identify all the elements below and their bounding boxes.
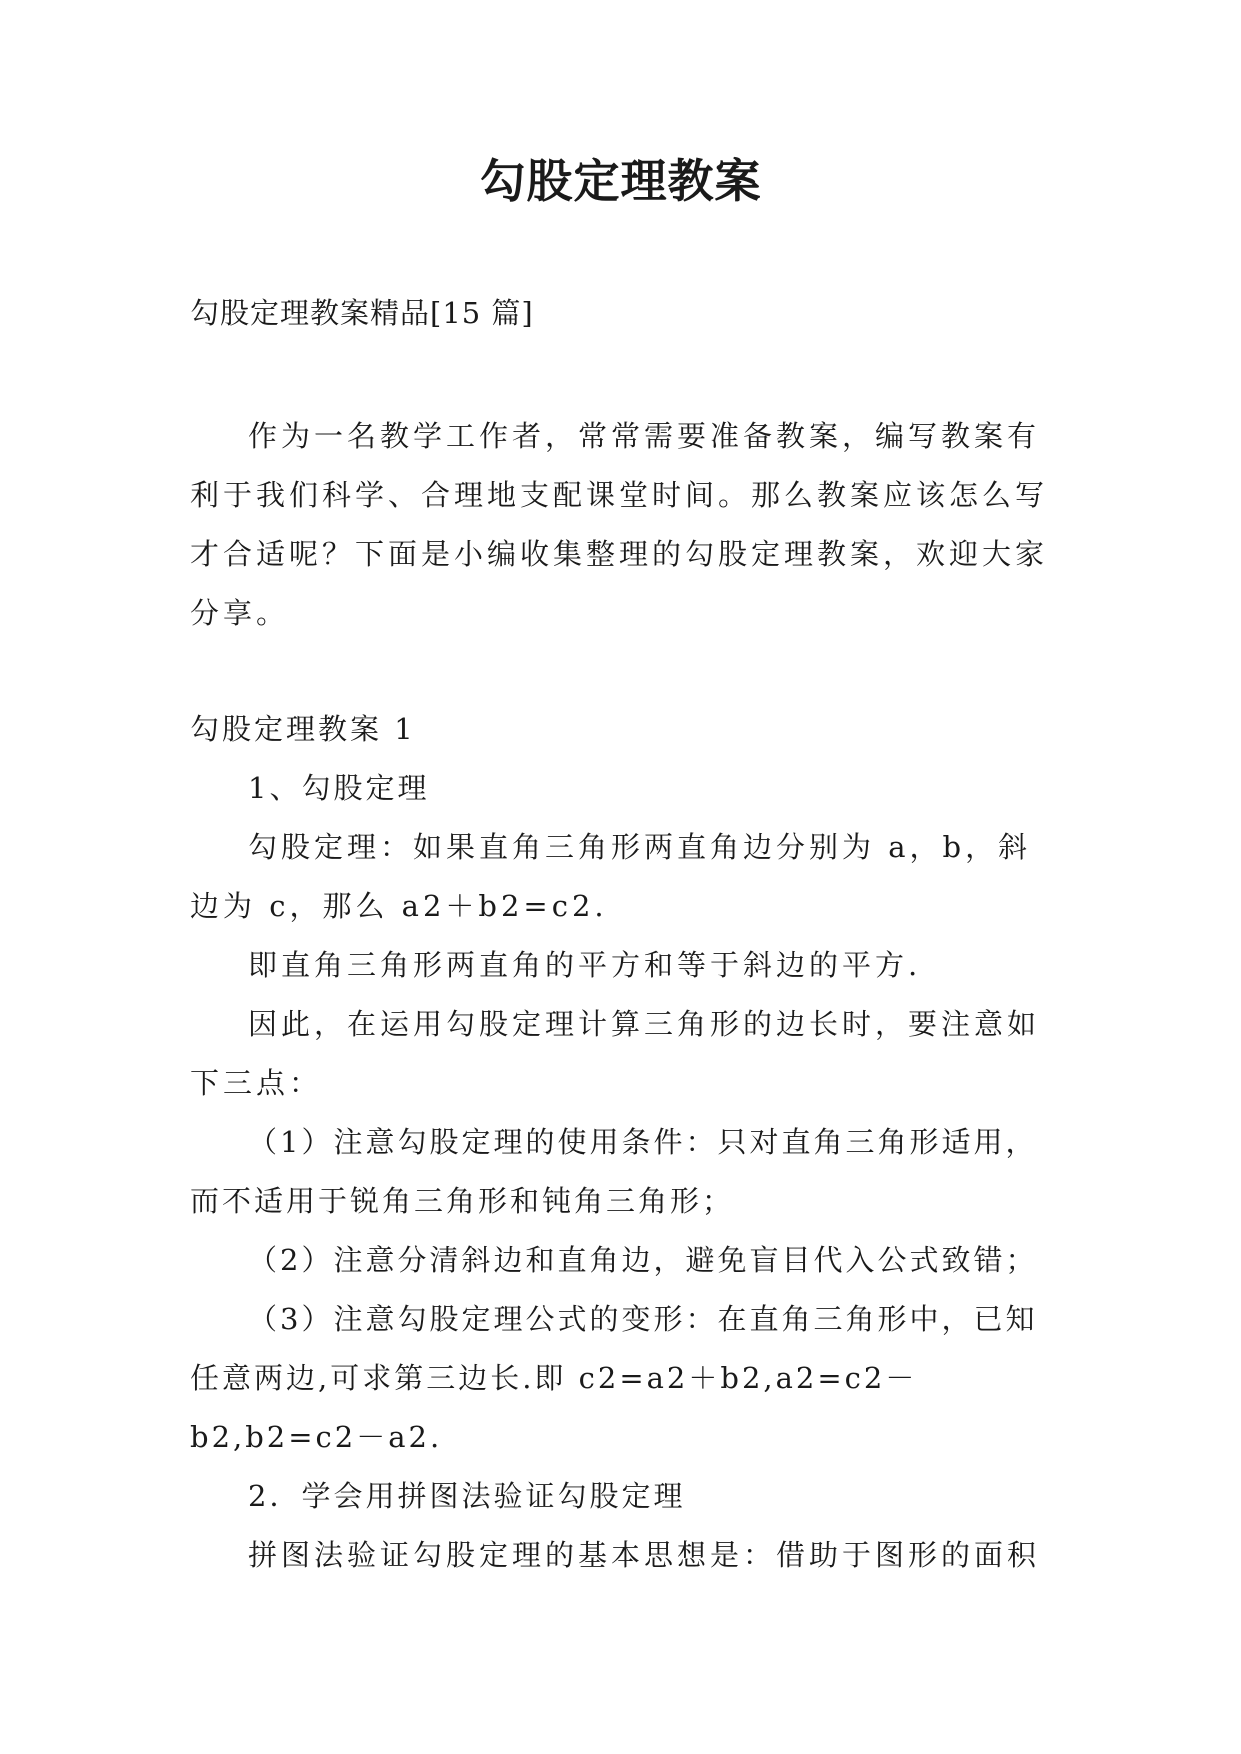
subsection-heading: 2．学会用拼图法验证勾股定理	[248, 1479, 686, 1513]
document-body	[190, 407, 1056, 1585]
document-title: 勾股定理教案	[479, 154, 762, 208]
intro-paragraph: 作为一名教学工作者，常常需要准备教案，编写教案有利于我们科学、合理地支配课堂时间。那么教案应该怎么写才合适呢？下面是小编收集整理的勾股定理教案，欢迎大家分享。	[190, 419, 1049, 630]
list-item: （1）注意勾股定理的使用条件：只对直角三角形适用，而不适用于锐角三角形和钝角三角形；	[190, 1125, 1038, 1218]
list-item: （2）注意分清斜边和直角边，避免盲目代入公式致错；	[248, 1243, 1038, 1277]
body-paragraph: 勾股定理：如果直角三角形两直角边分别为 a，b，斜边为 c，那么 a2＋b2=c2.	[190, 830, 1032, 923]
body-paragraph: 因此，在运用勾股定理计算三角形的边长时，要注意如下三点：	[190, 1007, 1041, 1100]
document-subtitle: 勾股定理教案精品[15 篇]	[190, 296, 534, 330]
section-heading: 勾股定理教案 1	[190, 712, 416, 746]
list-item: （3）注意勾股定理公式的变形：在直角三角形中，已知任意两边,可求第三边长.即 c2=a2＋b2,a2=c2－b2,b2=c2－a2.	[190, 1302, 1038, 1454]
body-paragraph: 即直角三角形两直角的平方和等于斜边的平方.	[248, 948, 922, 982]
body-paragraph: 拼图法验证勾股定理的基本思想是：借助于图形的面积	[248, 1538, 1041, 1572]
subsection-heading: 1、勾股定理	[248, 771, 430, 805]
